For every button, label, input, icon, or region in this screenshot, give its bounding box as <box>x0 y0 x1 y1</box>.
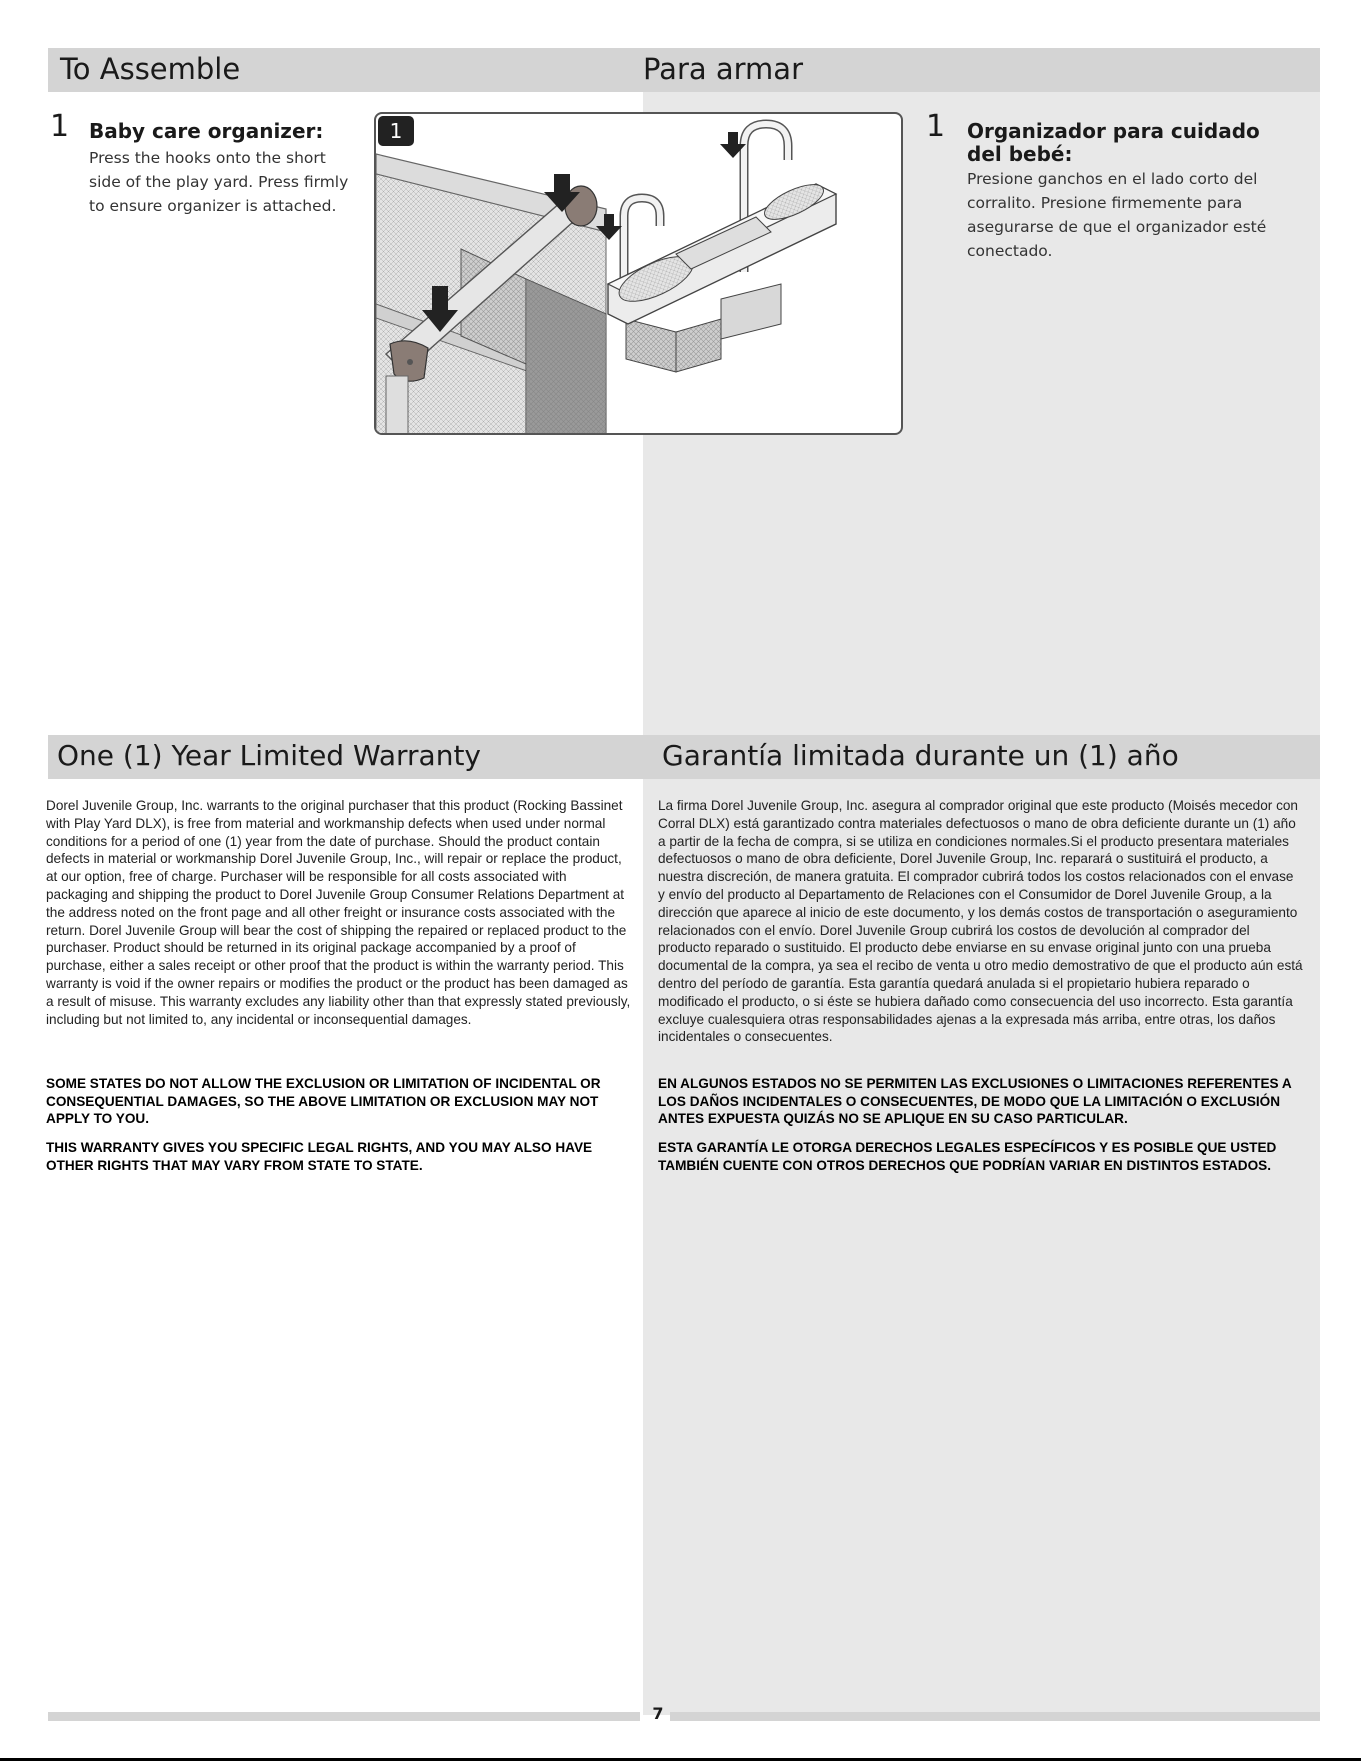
warranty-exclusion-en: SOME STATES DO NOT ALLOW THE EXCLUSION OR LIMITATION OF INCIDENTAL OR CONSEQUENTIAL DAMAGES, SO THE ABOVE LIMITATION OR EXCLUSION MAY NOT APPLY TO YOU. <box>46 1076 601 1126</box>
footer-bar-right <box>670 1712 1320 1721</box>
warranty-rights-es: ESTA GARANTÍA LE OTORGA DERECHOS LEGALES ESPECÍFICOS Y ES POSIBLE QUE USTED TAMBIÉN CUENTE CON OTROS DERECHOS QUE PODRÍAN VARIAR EN DISTINTOS ESTADOS. <box>658 1140 1277 1173</box>
figure-number: 1 <box>389 119 403 143</box>
assemble-title-en: To Assemble <box>60 52 241 86</box>
assemble-title-es: Para armar <box>643 52 803 86</box>
warranty-body-es: La firma Dorel Juvenile Group, Inc. asegura al comprador original que este producto (Moisés mecedor con Corral DLX) está garantizado contra materiales defectuosos o mano de obra deficiente durante un (1) año a partir de la fecha de compra, si se utiliza en condiciones normales.Si el producto presentara materiales defectuosos o mano de obra deficiente, Dorel Juvenile Group, Inc. reparará o sustituirá el producto, a nuestra discreción, de manera gratuita. El comprador cubrirá todos los costos relacionados con el envase y envío del producto al Departamento de Relaciones con el Consumidor de Dorel Juvenile Group, a la dirección que aparece al inicio de este documento, y los demás costos de transportación o aseguramiento relacionados con el envío. Dorel Juvenile Group cubrirá los costos de devolución al comprador del producto reparado o sustituido. El producto debe enviarse en su envase original junto con una prueba documental de la compra, ya sea el recibo de venta u otro medio demostrativo de que el producto aún está dentro del período de garantía. Esta garantía quedará anulada si el propietario hubiera reparado o modificado el producto, o si éste se hubiera dañado como consecuencia del uso incorrecto. Esta garantía excluye cualesquiera otras responsabilidades ajenas a la expresada más arriba, entre otras, los daños incidentales o consecuentes. <box>658 798 1303 1045</box>
footer-bar-left <box>48 1712 640 1721</box>
warranty-body-en: Dorel Juvenile Group, Inc. warrants to the original purchaser that this product (Rocking Bassinet with Play Yard DLX), is free from material and workmanship defects when used under normal conditions for a period of one (1) year from the date of purchase. Should the product contain defects in material or workmanship Dorel Juvenile Group, Inc., will repair or replace the product, at our option, free of charge. Purchaser will be responsible for all costs associated with packaging and shipping the product to Dorel Juvenile Group Consumer Relations Department at the address noted on the front page and all other freight or insurance costs associated with the return. Dorel Juvenile Group will bear the cost of shipping the repaired or replaced product to the purchaser. Product should be returned in its original package accompanied by a proof of purchase, either a sales receipt or other proof that the product is within the warranty period. This warranty is void if the owner repairs or modifies the product or the product has been damaged as a result of misuse. This warranty excludes any liability other than that expressly stated previously, including but not limited to, any incidental or inconsequential damages. <box>46 798 631 1027</box>
figure-number-badge <box>378 116 414 146</box>
warranty-title-en: One (1) Year Limited Warranty <box>57 739 482 772</box>
step-number-es: 1 <box>926 109 946 144</box>
warranty-rights-en: THIS WARRANTY GIVES YOU SPECIFIC LEGAL RIGHTS, AND YOU MAY ALSO HAVE OTHER RIGHTS THAT MAY VARY FROM STATE TO STATE. <box>46 1140 593 1173</box>
warranty-exclusion-es: EN ALGUNOS ESTADOS NO SE PERMITEN LAS EXCLUSIONES O LIMITACIONES REFERENTES A LOS DAÑOS INCIDENTALES O CONSECUENTES, DE MODO QUE LA LIMITACIÓN O EXCLUSIÓN ANTES EXPUESTA QUIZÁS NO SE APLIQUE EN SU CASO PARTICULAR. <box>658 1076 1292 1126</box>
warranty-title-es: Garantía limitada durante un (1) año <box>662 739 1179 772</box>
step-heading-en: Baby care organizer: <box>89 119 324 143</box>
step-heading-es: Organizador para cuidado del bebé: <box>967 119 1260 166</box>
step-body-es: Presione ganchos en el lado corto del corralito. Presione firmemente para asegurarse de que el organizador esté conectado. <box>967 170 1267 260</box>
organizer-illustration <box>374 112 903 435</box>
step-number-en: 1 <box>50 109 70 144</box>
organizer-drawing <box>376 114 903 435</box>
page-number: 7 <box>652 1704 664 1723</box>
step-body-en: Press the hooks onto the short side of the play yard. Press firmly to ensure organizer is attached. <box>89 149 349 215</box>
